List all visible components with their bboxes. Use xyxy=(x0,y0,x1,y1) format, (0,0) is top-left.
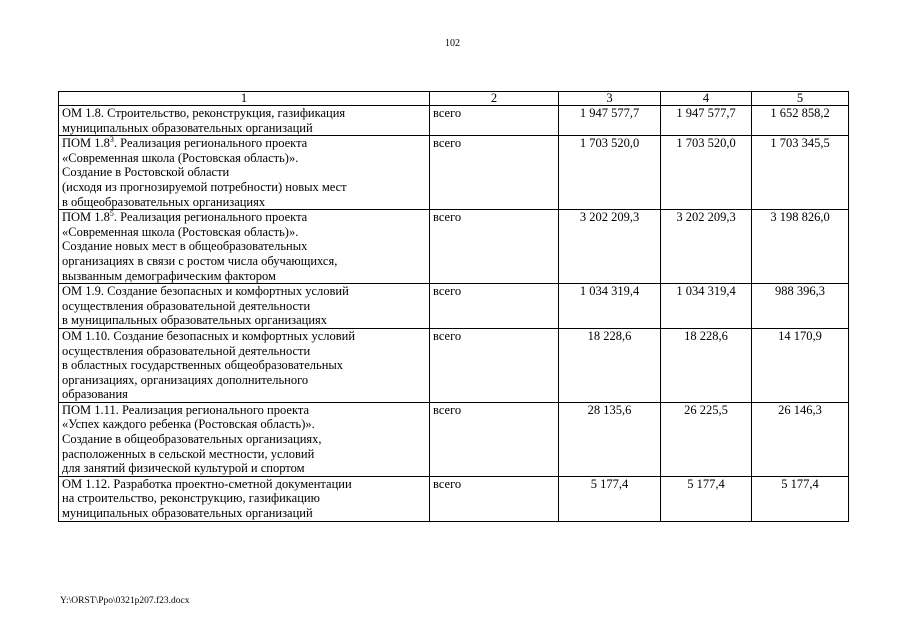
event-name-line: ОМ 1.12. Разработка проектно-сметной документации xyxy=(62,476,352,491)
value-col4-cell: 18 228,6 xyxy=(661,328,752,402)
value-col4-cell: 5 177,4 xyxy=(661,476,752,521)
event-name-line: образования xyxy=(62,387,128,402)
event-code-superscript: 5 xyxy=(109,209,114,218)
funding-kind-cell: всего xyxy=(430,328,559,402)
value-col5-cell: 3 198 826,0 xyxy=(752,210,849,284)
funding-kind-cell: всего xyxy=(430,402,559,476)
event-name-cell xyxy=(59,284,430,329)
funding-kind-cell: всего xyxy=(430,284,559,329)
event-name-line: в областных государственных общеобразовательных xyxy=(62,358,344,373)
event-name-line: Создание новых мест в общеобразовательных xyxy=(62,239,308,254)
event-name-line: муниципальных образовательных организаций xyxy=(62,506,313,521)
value-col5-cell: 14 170,9 xyxy=(752,328,849,402)
event-code: ПОМ 1.8 xyxy=(62,136,110,151)
value-col3-cell: 1 034 319,4 xyxy=(559,284,661,329)
value-col4-cell: 1 703 520,0 xyxy=(661,136,752,210)
column-header-3: 3 xyxy=(559,92,661,106)
value-col5-cell: 1 652 858,2 xyxy=(752,106,849,136)
funding-kind-cell: всего xyxy=(430,476,559,521)
event-name-line: для занятий физической культурой и спортом xyxy=(62,461,305,476)
column-header-1: 1 xyxy=(59,92,430,106)
event-name-first-line: . Реализация регионального проекта xyxy=(113,136,308,151)
event-name-line: ОМ 1.9. Создание безопасных и комфортных условий xyxy=(62,284,349,299)
value-col5-cell: 26 146,3 xyxy=(752,402,849,476)
value-col5-cell: 988 396,3 xyxy=(752,284,849,329)
table-header-row xyxy=(59,92,849,106)
value-col3-cell: 5 177,4 xyxy=(559,476,661,521)
table-row xyxy=(59,106,849,136)
budget-table xyxy=(58,91,849,522)
event-name-line: «Современная школа (Ростовская область)». xyxy=(62,150,299,165)
event-name-cell xyxy=(59,106,430,136)
event-name-cell xyxy=(59,476,430,521)
event-name-cell xyxy=(59,136,430,210)
table-row xyxy=(59,476,849,521)
funding-kind-cell: всего xyxy=(430,136,559,210)
value-col4-cell: 26 225,5 xyxy=(661,402,752,476)
page-number: 102 xyxy=(445,38,460,49)
table-row xyxy=(59,284,849,329)
funding-kind-cell: всего xyxy=(430,210,559,284)
event-name-line: «Современная школа (Ростовская область)». xyxy=(62,224,299,239)
value-col3-cell: 1 703 520,0 xyxy=(559,136,661,210)
value-col4-cell: 3 202 209,3 xyxy=(661,210,752,284)
event-name-line xyxy=(62,210,426,225)
footer-file-path: Y:\ORST\Ppo\0321p207.f23.docx xyxy=(60,596,190,606)
table-row xyxy=(59,328,849,402)
value-col3-cell: 18 228,6 xyxy=(559,328,661,402)
value-col3-cell: 1 947 577,7 xyxy=(559,106,661,136)
event-name-line: на строительство, реконструкцию, газификацию xyxy=(62,491,320,506)
event-name-line: (исходя из прогнозируемой потребности) новых мест xyxy=(62,179,347,194)
event-name-line: вызванным демографическим фактором xyxy=(62,268,276,283)
table-row xyxy=(59,136,849,210)
event-name-line: муниципальных образовательных организаций xyxy=(62,120,313,135)
value-col5-cell: 1 703 345,5 xyxy=(752,136,849,210)
column-header-4: 4 xyxy=(661,92,752,106)
event-name-cell xyxy=(59,210,430,284)
event-name-cell xyxy=(59,328,430,402)
column-header-5: 5 xyxy=(752,92,849,106)
event-name-first-line: . Реализация регионального проекта xyxy=(113,210,308,225)
event-name-line: осуществления образовательной деятельности xyxy=(62,343,311,358)
event-name-line: в муниципальных образовательных организациях xyxy=(62,313,328,328)
event-name-line: осуществления образовательной деятельности xyxy=(62,298,311,313)
event-name-line: ОМ 1.10. Создание безопасных и комфортных условий xyxy=(62,328,356,343)
event-name-line: Создание в Ростовской области xyxy=(62,165,230,180)
event-name-cell xyxy=(59,402,430,476)
funding-kind-cell: всего xyxy=(430,106,559,136)
event-name-line: организациях в связи с ростом числа обучающихся, xyxy=(62,253,338,268)
value-col3-cell: 28 135,6 xyxy=(559,402,661,476)
event-name-line: «Успех каждого ребенка (Ростовская область)». xyxy=(62,417,315,432)
event-name-line: Создание в общеобразовательных организациях, xyxy=(62,432,322,447)
event-name-line: организациях, организациях дополнительного xyxy=(62,372,309,387)
value-col4-cell: 1 947 577,7 xyxy=(661,106,752,136)
value-col4-cell: 1 034 319,4 xyxy=(661,284,752,329)
event-name-line: расположенных в сельской местности, условий xyxy=(62,446,315,461)
table-row xyxy=(59,402,849,476)
event-code: ПОМ 1.8 xyxy=(62,210,110,225)
event-name-line xyxy=(62,136,426,151)
event-code-superscript: 3 xyxy=(109,135,114,145)
table-row xyxy=(59,210,849,284)
value-col5-cell: 5 177,4 xyxy=(752,476,849,521)
event-name-line: ОМ 1.8. Строительство, реконструкция, газификация xyxy=(62,106,346,120)
event-name-line: в общеобразовательных организациях xyxy=(62,194,266,209)
column-header-2: 2 xyxy=(430,92,559,106)
value-col3-cell: 3 202 209,3 xyxy=(559,210,661,284)
event-name-line: ПОМ 1.11. Реализация регионального проекта xyxy=(62,402,310,417)
